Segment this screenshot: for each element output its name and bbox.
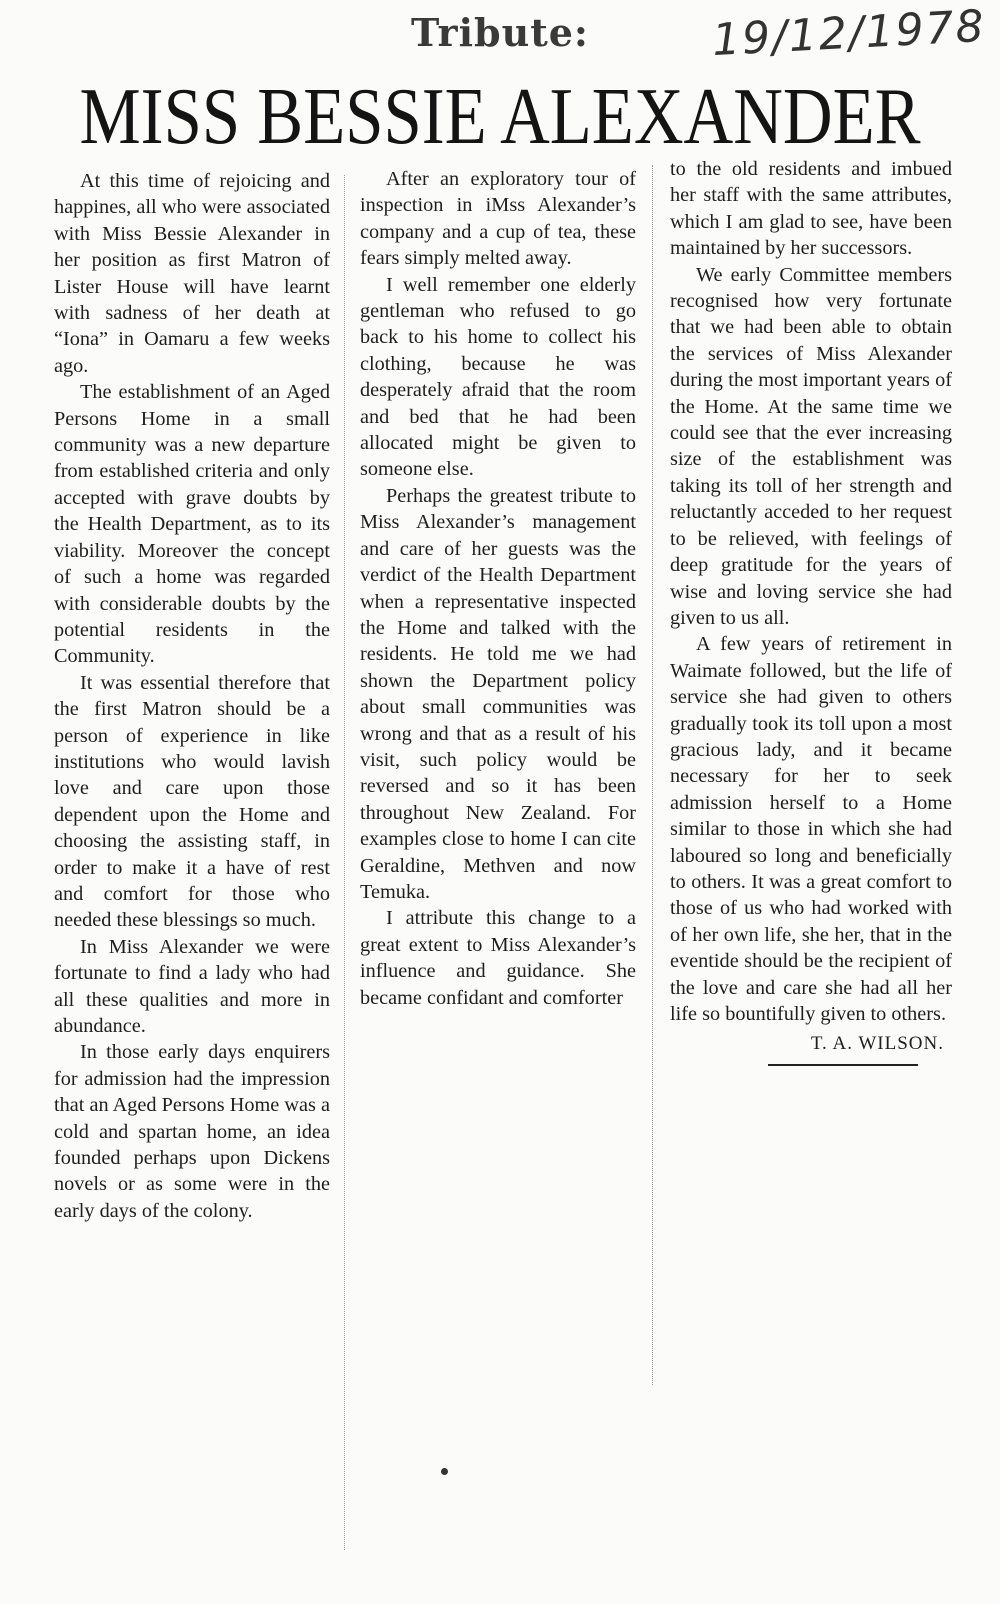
signature-rule — [768, 1064, 918, 1066]
article-column-2 — [360, 166, 636, 1011]
column-divider — [652, 165, 653, 1385]
paragraph: It was essential therefore that the first Matron should be a person of experience in like institutions who would lavish love and care upon those dependent upon the Home and choosing the assisting staff, in order to make it a have of rest and comfort for those who needed these blessings so much. — [54, 671, 330, 932]
column-divider — [344, 175, 345, 1550]
paragraph: The establishment of an Aged Persons Home in a small community was a new departure from established criteria and only accepted with grave doubts by the Health Department, as to its viability. Moreover the concept of such a home was regarded with considerable doubts by the potential residents in the Community. — [54, 381, 330, 668]
headline: MISS BESSIE ALEXANDER — [79, 73, 921, 161]
paragraph: We early Committee members recognised how very fortunate that we had been able to obtain the services of Miss Alexander during the most important years of the Home. At the same time we could see that the ever increasing size of the establishment was taking its toll of her strength and reluctantly acceded to her request to be relieved, with feelings of deep gratitude for the years of wise and loving service she had given to us all. — [670, 263, 952, 629]
author-signature: T. A. WILSON. — [810, 1033, 944, 1055]
article-column-1 — [54, 168, 330, 1224]
paragraph: In those early days enquirers for admission had the impression that an Aged Persons Home was a cold and spartan home, an idea founded perhaps upon Dickens novels or as some were in the early days of the colony. — [54, 1041, 330, 1222]
paragraph: I attribute this change to a great extent to Miss Alexander’s influence and guidance. She became confidant and comforter — [360, 907, 636, 1009]
paragraph: After an exploratory tour of inspection in iMss Alexander’s company and a cup of tea, these fears simply melted away. — [360, 168, 636, 270]
paragraph: I well remember one elderly gentleman who refused to go back to his home to collect his clothing, because he was desperately afraid that the room and bed that he had been allocated might be given to someone else. — [360, 273, 636, 481]
handwritten-date: 19/12/1978 — [710, 0, 987, 67]
paragraph: Perhaps the greatest tribute to Miss Alexander’s management and care of her guests was the verdict of the Health Department when a representative inspected the Home and talked with the residents. He told me we had shown the Department policy about small communities was wrong and that as a result of his visit, such policy would be reversed and so it has been throughout New Zealand. For examples close to home I can cite Geraldine, Methven and now Temuka. — [360, 484, 636, 903]
ink-dot — [441, 1468, 448, 1475]
kicker-heading: Tribute: — [411, 10, 589, 55]
article-column-3 — [670, 156, 952, 1066]
paragraph: At this time of rejoicing and happines, all who were associated with Miss Bessie Alexander in her position as first Matron of Lister House will have learnt with sadness of her death at “Iona” in Oamaru a few weeks ago. — [54, 170, 330, 377]
paragraph: A few years of retirement in Waimate followed, but the life of service she had given to others gradually took its toll upon a most gracious lady, and it became necessary for her to seek admission herself to a Home similar to those in which she had laboured so long and beneficially to others. It was a great comfort to those of us who had worked with of her own life, she her, that in the eventide should be the recipient of the love and care she had all her life so bountifully given to others. — [670, 633, 952, 1025]
paragraph-continuation: to the old residents and imbued her staff with the same attributes, which I am glad to see, have been maintained by her successors. — [670, 158, 952, 260]
paragraph: In Miss Alexander we were fortunate to find a lady who had all these qualities and more in abundance. — [54, 935, 330, 1037]
